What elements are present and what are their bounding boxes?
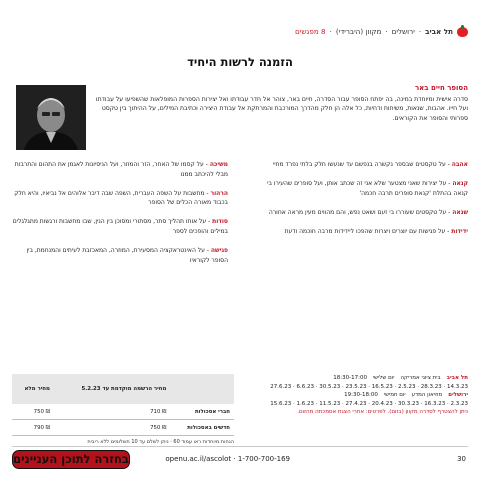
session-topic: קנאה [452, 180, 468, 188]
price-full: ₪ 790 [12, 420, 54, 436]
session-item: שנאה - על טקסטים שעוררו בי זעם ושאט נפש, והם מהווים מעין מראה אחורה [268, 208, 468, 216]
price-early: ₪ 750 [54, 420, 170, 436]
session-item: קנאה - על יצירות שאני מצטער שלא אני זה שכתב אותן, ועל סופרים שהעירו בי קנאה בהתלת 'קנאת סופרים תרבה חכמה' [267, 180, 468, 197]
price-full: ₪ 750 [12, 404, 54, 420]
header-city-tel-aviv: תל אביב [425, 26, 453, 36]
table-row [12, 404, 234, 420]
author-name: הסופר חיים באר [414, 84, 468, 92]
author-bio: סדרה אישית ומיוחדת במינה, בה יפתח הסופר עבור הסדרה, חיים באר, צוהר אל חדר עבודתו ואל יצירות הספרות המופלאות שהשפיעו על עבודתו ועל חייו. אהבות, שנאות, משיחות ודחיות, כל אלה הן חלק מהדרך המורכבת והמרתקת אל עבודת היצירה וכתיבת המילים, על ההיתוך בין טקסט ספרותי והסופר את הקוראים. [95, 96, 468, 122]
back-to-toc-button[interactable]: בחזרה לתוכן העניינים [12, 450, 130, 469]
sessions-column-left [12, 160, 228, 275]
schedule-block [250, 374, 468, 417]
header-series-count: 8 מפגשים [294, 26, 326, 36]
session-topic: שנאה [452, 208, 468, 216]
session-topic: סודות [212, 218, 228, 226]
schedule-venue: מוזיאון המדע [411, 392, 443, 399]
header-sep: · [329, 26, 332, 36]
session-text: על אותו תהליך סתר, מסתורי ומסוכן בין הנין, שבו מחשבות ורגשות מתגלגלים במילים והופכים לספר [12, 218, 228, 235]
price-early: ₪ 710 [54, 404, 170, 420]
session-text: על האינטראקציה המסעירת, המוזרה, המאכזבת לעיתים והמנחמת, בין הסופר לקוראיו [26, 247, 228, 264]
schedule-time: 19:30-18:00 [344, 392, 378, 399]
schedule-dates: 2.3.23 · 16.3.23 · 30.3.23 · 20.4.23 · 27.4.23 · 11.5.23 · 1.6.23 · 15.6.23 [270, 400, 468, 407]
session-item: פגישה - על האינטראקציה המסעירת, המוזרה, המאכזבת לעיתים והמנחמת, בין הסופר לקוראיו [26, 247, 228, 264]
session-text: על טקסטים שבספר נקשרה בנפשם עד שנעשו חלק בלתי נפרד מחיי [272, 161, 446, 168]
session-text: על פגישות עם יוצרים ויצרות שהפכו ליידידות מרבה חוכמה ודעת [284, 227, 446, 235]
session-topic: הרהור [210, 189, 228, 197]
session-text: על יצירות שאני מצטער שלא אני זה שכתב אותן, ועל סופרים שהעירו בי קנאה בהתלת 'קנאת סופרים תרבה חכמה' [267, 180, 468, 197]
session-topic: משיכה [209, 161, 228, 168]
schedule-city: ירושלים [448, 392, 468, 399]
price-header-full: מחיר מלא [12, 374, 54, 404]
price-table-header [12, 374, 234, 404]
schedule-day: יום שלישי [372, 375, 395, 381]
session-topic: ידידות [451, 227, 468, 235]
session-item: אהבה - על טקסטים שבספר נקשרה בנפשם עד שנעשו חלק בלתי נפרד מחיי [272, 161, 468, 168]
schedule-row-jerusalem [250, 391, 468, 400]
footer-url[interactable]: openu.ac.il/ascolot [165, 455, 232, 463]
table-row [12, 420, 234, 436]
header-sep: · [418, 26, 422, 36]
footer-contact [165, 455, 290, 463]
price-header-early: מחיר הרשמה מוקדמת עד 5.2.23 [54, 374, 170, 404]
sessions-column-right [252, 160, 468, 246]
session-topic: אהבה [451, 161, 468, 168]
session-text: על טקסטים שעוררו בי זעם ושאט נפש, והם מהווים מעין מראה אחורה [268, 208, 447, 216]
price-row-label: חדשים באסכולות [170, 420, 234, 436]
schedule-day: יום חמישי [383, 392, 406, 399]
session-item: סודות - על אותו תהליך סתר, מסתורי ומסוכן בין הנין, שבו מחשבות ורגשות מתגלגלים במילים והופכים לספר [12, 218, 228, 235]
footer-divider [12, 446, 468, 447]
page-number: 30 [457, 455, 466, 463]
session-item: משיכה - על קסמו של האחר, הזר והמוזר, ועל הניסיונות לאגמן את התהום והתרבות מבלי להיכתב ממנו [14, 161, 228, 178]
schedule-venue: בית ציוני אמריקה [400, 375, 441, 381]
footer-sep: · [233, 455, 236, 463]
session-item: הרהור - מחשבות על השפה העברית, השפה שבה דיבר אלוהים אל נביאיו, והיא חלק בכבוד מאורה הכלים של הסופר [14, 189, 228, 207]
session-text: על קסמו של האחר, הזר והמוזר, ועל הניסיונות לאגמן את התהום והתרבות מבלי להיכתב ממנו [14, 161, 228, 178]
session-item: ידידות - על פגישות עם יוצרים ויצרות שהפכו ליידידות מרבה חוכמה ודעת [284, 227, 468, 235]
price-table [12, 374, 234, 436]
header-breadcrumb [12, 23, 468, 39]
session-topic: פגישה [210, 247, 228, 255]
header-city-jerusalem: ירושלים [391, 26, 415, 36]
header-mode: מקוון (היברידי) [335, 26, 382, 36]
schedule-time: 18:30-17:00 [333, 375, 367, 381]
price-note: הנחות מיוחדות ראו עמוד 60 · ניתן לשלם עד 10 תשלומים ללא ריבית [87, 439, 234, 445]
apple-logo-icon [457, 25, 468, 37]
price-header-label [170, 374, 234, 404]
schedule-dates: 14.3.23 · 28.3.23 · 2.5.23 · 16.5.23 · 23.5.23 · 30.5.23 · 6.6.23 · 27.6.23 [270, 383, 468, 390]
schedule-row-tel-aviv [250, 374, 468, 383]
author-photo [16, 85, 86, 150]
price-table-block [12, 374, 234, 445]
footer-phone[interactable]: 1-700-700-169 [237, 455, 290, 463]
page-title: הזמנה לרשות היחיד [187, 55, 293, 69]
price-row-label: חברי אסכולות [170, 404, 234, 420]
schedule-online-note: ניתן להצטרף לסדרה מקוון (בזום). לפרטים: אחרי הצגת אסמכתה מהזום. [297, 409, 468, 416]
schedule-city: תל אביב [446, 375, 468, 381]
header-sep: · [385, 26, 388, 36]
session-text: מחשבות על השפה העברית, השפה שבה דיבר אלוהים אל נביאיו, והיא חלק בכבוד מאורה הכלים של הסופר [14, 189, 228, 207]
